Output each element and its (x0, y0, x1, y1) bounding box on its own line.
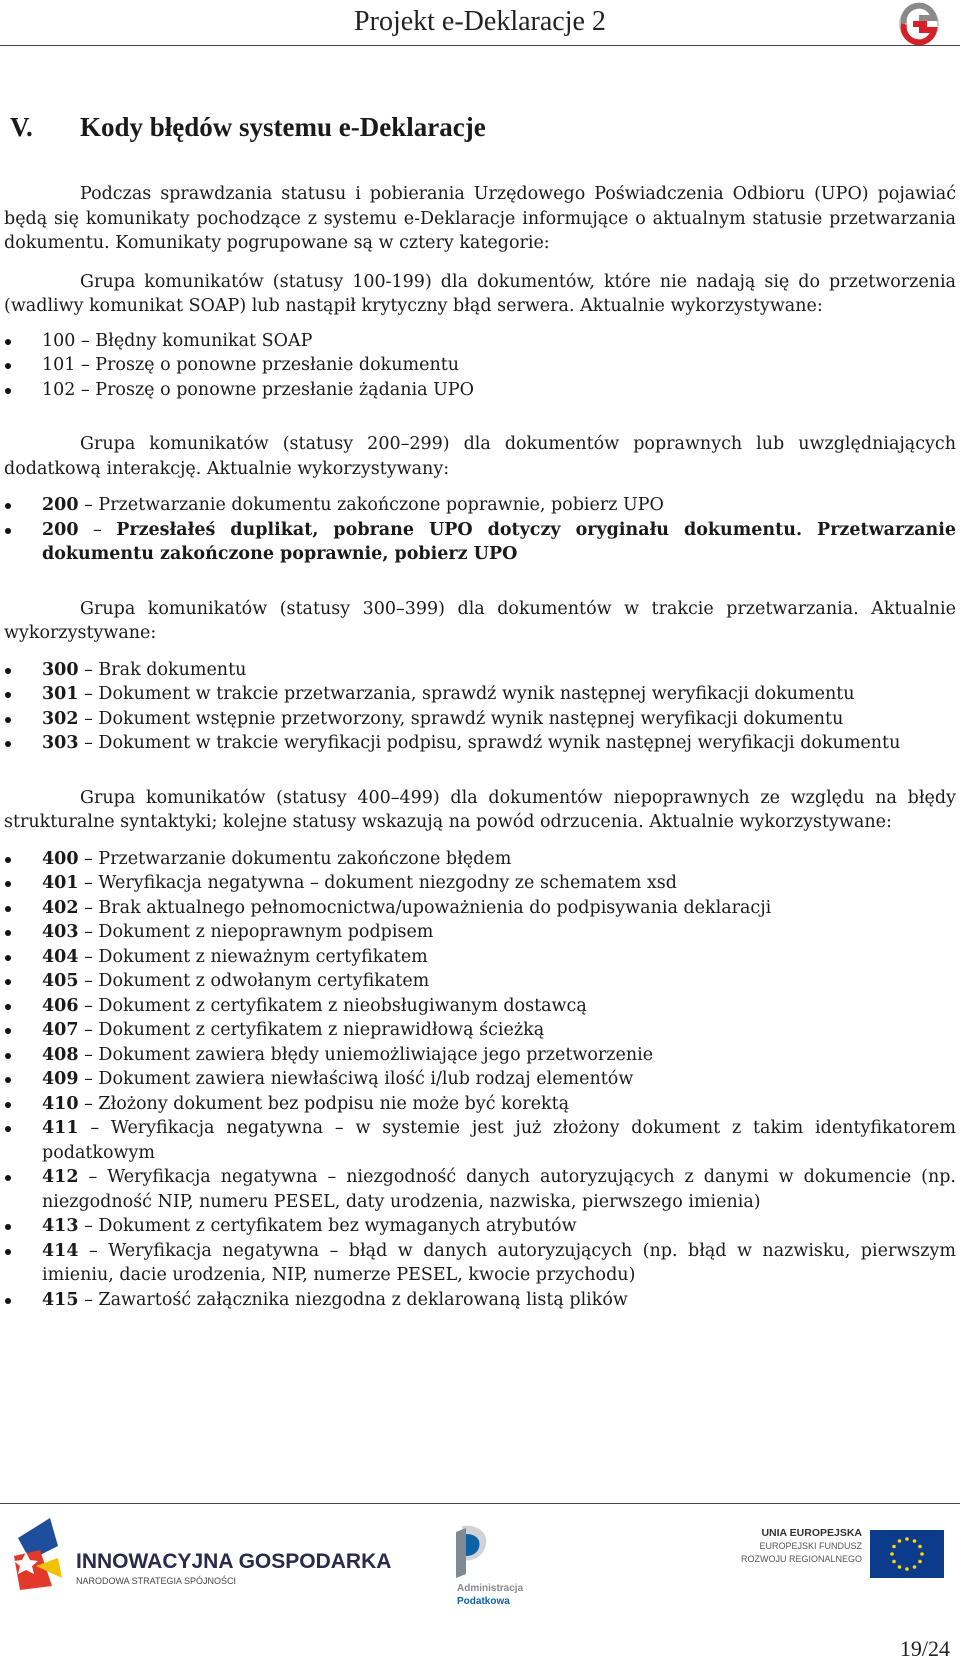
svg-text:Podatkowa: Podatkowa (457, 1596, 510, 1607)
group3-list (4, 658, 956, 756)
list-item: 400 – Przetwarzanie dokumentu zakończone błędem (4, 847, 956, 872)
svg-text:Administracja: Administracja (457, 1583, 524, 1594)
list-item: 415 – Zawartość załącznika niezgodna z deklarowaną listą plików (4, 1288, 956, 1313)
administracja-podatkowa-logo (456, 1526, 524, 1607)
page-number: 19/24 (899, 1636, 950, 1661)
group2-paragraph: Grupa komunikatów (statusy 200–299) dla dokumentów poprawnych lub uwzględniających dodatkową interakcję. Aktualnie wykorzystywany: (4, 434, 956, 479)
section-number: V. (10, 112, 33, 142)
list-item: 405 – Dokument z odwołanym certyfikatem (4, 969, 956, 994)
list-item: 302 – Dokument wstępnie przetworzony, sprawdź wynik następnej weryfikacji dokumentu (4, 707, 956, 732)
svg-text:ROZWOJU REGIONALNEGO: ROZWOJU REGIONALNEGO (740, 1554, 862, 1564)
list-item: 300 – Brak dokumentu (4, 658, 956, 683)
group3-paragraph: Grupa komunikatów (statusy 300–399) dla dokumentów w trakcie przetwarzania. Aktualnie wykorzystywane: (4, 598, 956, 643)
group2-list (4, 493, 956, 567)
list-item: 404 – Dokument z nieważnym certyfikatem (4, 945, 956, 970)
list-item: 413 – Dokument z certyfikatem bez wymaganych atrybutów (4, 1214, 956, 1239)
eu-star-icon (890, 1552, 894, 1556)
innowacyjna-gospodarka-logo (14, 1518, 391, 1590)
group1-paragraph: Grupa komunikatów (statusy 100-199) dla dokumentów, które nie nadają się do przetworzenia (wadliwy komunikat SOAP) lub nastąpił krytyczny błąd serwera. Aktualnie wykorzystywane: (4, 271, 956, 316)
footer-divider (0, 1503, 960, 1504)
eu-star-icon (898, 1539, 902, 1543)
eu-star-icon (892, 1545, 896, 1549)
list-item: 101 – Proszę o ponowne przesłanie dokumentu (4, 353, 956, 378)
eu-star-icon (913, 1539, 917, 1543)
page-header-title: Projekt e-Deklaracje 2 (354, 6, 606, 37)
eu-logo (741, 1527, 944, 1578)
intro-paragraph: Podczas sprawdzania statusu i pobierania Urzędowego Poświadczenia Odbioru (UPO) pojawiać będą się komunikaty pochodzące z systemu e-Deklaracje informujące o aktualnym statusie przetwarzania dokumentu. Komunikaty pogrupowane są w cztery kategorie: (4, 184, 956, 253)
list-item: 402 – Brak aktualnego pełnomocnictwa/upoważnienia do podpisywania deklaracji (4, 896, 956, 921)
svg-text:UNIA EUROPEJSKA: UNIA EUROPEJSKA (761, 1527, 862, 1539)
eu-flag-icon (870, 1530, 944, 1578)
eu-star-icon (918, 1560, 922, 1564)
list-item: 411 – Weryfikacja negatywna – w systemie jest już złożony dokument z takim identyfikatorem podatkowym (4, 1116, 956, 1165)
list-item: 414 – Weryfikacja negatywna – błąd w danych autoryzujących (np. błąd w nazwisku, pierwszym imieniu, dacie urodzenia, NIP, numerze PESEL, kwocie przychodu) (4, 1239, 956, 1288)
e-deklaracje-logo-icon (896, 2, 942, 46)
eu-star-icon (898, 1565, 902, 1569)
list-item: 200 – Przetwarzanie dokumentu zakończone poprawnie, pobierz UPO (4, 493, 956, 518)
section-heading (10, 112, 486, 143)
list-item: 406 – Dokument z certyfikatem z nieobsługiwanym dostawcą (4, 994, 956, 1019)
eu-star-icon (905, 1567, 909, 1571)
list-item: 301 – Dokument w trakcie przetwarzania, sprawdź wynik następnej weryfikacji dokumentu (4, 682, 956, 707)
eu-star-icon (913, 1565, 917, 1569)
header-divider (0, 45, 960, 46)
list-item: 102 – Proszę o ponowne przesłanie żądania UPO (4, 378, 956, 403)
list-item: 409 – Dokument zawiera niewłaściwą ilość i/lub rodzaj elementów (4, 1067, 956, 1092)
group4-paragraph: Grupa komunikatów (statusy 400–499) dla dokumentów niepoprawnych ze względu na błędy strukturalne syntaktyki; kolejne statusy wskazują na powód odrzucenia. Aktualnie wykorzystywane: (4, 787, 956, 832)
list-item: 200 – Przesłałeś duplikat, pobrane UPO dotyczy oryginału dokumentu. Przetwarzanie dokumentu zakończone poprawnie, pobierz UPO (4, 518, 956, 567)
eu-star-icon (918, 1545, 922, 1549)
eu-star-icon (920, 1552, 924, 1556)
list-item: 100 – Błędny komunikat SOAP (4, 329, 956, 354)
list-item: 303 – Dokument w trakcie weryfikacji podpisu, sprawdź wynik następnej weryfikacji dokumentu (4, 731, 956, 756)
svg-text:NARODOWA STRATEGIA SPÓJNOŚCI: NARODOWA STRATEGIA SPÓJNOŚCI (76, 1576, 237, 1586)
list-item: 410 – Złożony dokument bez podpisu nie może być korektą (4, 1092, 956, 1117)
svg-text:INNOWACYJNA GOSPODARKA: INNOWACYJNA GOSPODARKA (76, 1550, 392, 1573)
footer-logos (0, 1516, 960, 1626)
list-item: 407 – Dokument z certyfikatem z nieprawidłową ścieżką (4, 1018, 956, 1043)
eu-star-icon (905, 1537, 909, 1541)
svg-text:EUROPEJSKI FUNDUSZ: EUROPEJSKI FUNDUSZ (759, 1541, 862, 1551)
list-item: 401 – Weryfikacja negatywna – dokument niezgodny ze schematem xsd (4, 871, 956, 896)
list-item: 412 – Weryfikacja negatywna – niezgodność danych autoryzujących z danymi w dokumencie (np. niezgodność NIP, numeru PESEL, daty urodzenia, nazwiska, pierwszego imienia) (4, 1165, 956, 1214)
document-body (4, 182, 956, 1312)
section-title: Kody błędów systemu e-Deklaracje (80, 112, 486, 142)
list-item: 408 – Dokument zawiera błędy uniemożliwiające jego przetworzenie (4, 1043, 956, 1068)
list-item: 403 – Dokument z niepoprawnym podpisem (4, 920, 956, 945)
group4-list (4, 847, 956, 1313)
eu-star-icon (892, 1560, 896, 1564)
group1-list (4, 329, 956, 403)
